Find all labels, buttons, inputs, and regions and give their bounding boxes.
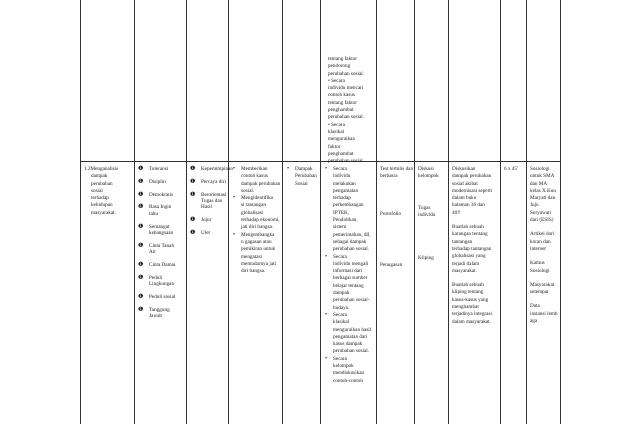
source-item-line: Data — [530, 303, 540, 310]
activity-item — [324, 254, 376, 312]
grid-line-v7 — [376, 0, 377, 424]
indicator-item — [232, 195, 282, 231]
assessment-example-line: Buatlah sebuah — [452, 224, 484, 231]
competency-first-line — [84, 166, 132, 173]
learning-sources-cell — [530, 166, 560, 332]
indicator-item-text: diri bangsa. — [241, 268, 266, 275]
indicator-item — [232, 232, 282, 276]
activity-line: contoh kasus — [328, 92, 355, 99]
source-item-line: Sosiologi — [530, 166, 550, 172]
activity-item-text: Secara — [333, 311, 347, 318]
competency-line: kehidupan — [91, 202, 113, 209]
character-value-item-text: Demokratis — [149, 191, 174, 198]
bullet-dot-icon: • — [325, 355, 328, 362]
activity-item-text: Secara — [333, 166, 347, 172]
bullet-dot-icon: • — [325, 166, 328, 172]
material-cell — [286, 166, 320, 188]
indicator-item — [232, 166, 282, 195]
entrepreneurship-item-text: Ulet — [201, 230, 210, 236]
grid-line-v3 — [186, 0, 187, 424]
character-value-item-text: Cinta Damai — [149, 262, 176, 268]
character-value-item — [138, 204, 184, 217]
indicator-item-text: sosial. — [241, 187, 255, 194]
activity-item-text: berbagai sumber — [333, 275, 368, 282]
source-item-line: untuk SMA — [530, 173, 555, 180]
assessment-example-line: terhadap tantangan — [452, 245, 492, 252]
activity-line: penghambat — [328, 150, 354, 157]
source-item — [530, 231, 560, 253]
source-item-line: dan MA — [530, 180, 548, 187]
character-value-item-text: Toleransi — [149, 166, 169, 172]
activity-line: klasikal — [328, 128, 345, 135]
activity-line: • Secara — [328, 77, 345, 84]
activity-item-text: pengamatan — [333, 187, 359, 194]
assessment-example — [452, 166, 500, 217]
assessment-form-line: Tugas — [418, 204, 431, 211]
character-value-item — [138, 166, 184, 172]
entrepreneurship-values-cell — [190, 166, 233, 243]
source-item-line: kelas X Kun — [530, 187, 556, 194]
activity-line: faktor — [328, 143, 341, 150]
activity-item-text: perubahan sosial- — [333, 297, 370, 304]
material-item-text: Sosial — [295, 180, 308, 187]
grid-line-v9 — [448, 0, 449, 424]
indicator-item-text: dampak perubahan — [241, 180, 281, 187]
activity-item-text: perubahan sosial. — [333, 348, 370, 355]
assessment-form-line: kelompok — [418, 173, 439, 180]
activity-line: tentang faktor — [328, 56, 357, 62]
bullet-icon: ❶ — [138, 294, 144, 300]
activity-item-text: terhadap — [333, 195, 351, 202]
character-value-item-text: Rasa Ingin — [149, 204, 172, 211]
character-value-item — [138, 275, 184, 288]
entrepreneurship-values-list — [190, 166, 233, 236]
activity-item-text: pengamatan dari — [333, 333, 368, 340]
activity-item-text: informasi dari — [333, 268, 363, 275]
assessment-example-line: dampak perubahan — [452, 173, 492, 180]
indicator-item-text: Mengidentifika — [241, 195, 273, 202]
bullet-icon: ❶ — [190, 166, 196, 172]
activity-item-text: Secara — [333, 355, 347, 362]
character-value-item-text: Tanggung — [149, 306, 170, 313]
indicator-item-text: n gagasan atau — [241, 238, 272, 245]
activities-list — [324, 166, 376, 385]
assessment-example-line: sosial akibat — [452, 180, 478, 187]
competency-cell — [84, 166, 132, 217]
grid-line-v11 — [526, 0, 527, 424]
character-values-list — [138, 166, 184, 320]
character-value-item-text: Cinta Tanah — [149, 242, 175, 249]
bullet-icon: ❶ — [138, 223, 144, 230]
character-value-item — [138, 294, 184, 300]
bullet-icon: ❶ — [138, 204, 144, 211]
bullet-dot-icon: • — [233, 195, 236, 202]
competency-line: Menganalisis — [90, 166, 119, 172]
grid-line-v10 — [500, 0, 501, 424]
activity-item — [324, 312, 376, 356]
activity-line: perubahan sosial. — [328, 114, 365, 121]
time-allocation-cell — [504, 166, 526, 173]
assessment-form-item — [418, 166, 448, 181]
activity-item-text: belajar tentang — [333, 282, 364, 289]
character-value-item-text: Semangat — [149, 223, 170, 230]
assessment-example-line: terjadinya integrasi — [452, 311, 492, 318]
source-item-line: Masyarakat — [530, 281, 555, 288]
entrepreneurship-item-text: Hasil — [201, 204, 212, 211]
bullet-icon: ❶ — [190, 230, 196, 236]
activity-item-text: perubahan sosial. — [333, 246, 370, 253]
activity-item-text: Pendidikan, — [333, 217, 358, 224]
activity-item-text: sebagai dampak — [333, 238, 367, 245]
activity-item-text: kasus dampak — [333, 341, 363, 348]
indicator-item-text: terhadap ekonomi, — [241, 217, 280, 224]
entrepreneurship-item-text: Tugas dan — [201, 198, 223, 204]
competency-line: terhadap — [91, 195, 109, 202]
indicators-cell — [232, 166, 282, 275]
source-item — [530, 166, 560, 224]
assessment-technique: Portofolio — [380, 210, 402, 217]
activity-line: perubahan sosial. — [328, 70, 365, 77]
indicators-list — [232, 166, 282, 275]
competency-line: sosial — [91, 187, 103, 194]
assessment-form-item — [418, 205, 448, 220]
assessment-example-line: kasus-kasus yang — [452, 296, 489, 303]
character-value-item — [138, 262, 184, 268]
character-value-item-text: Peduli sosial — [149, 294, 176, 300]
bullet-icon: ❶ — [138, 306, 144, 313]
assessment-example — [452, 282, 500, 326]
entrepreneurship-item — [190, 192, 228, 211]
indicator-item-text: Memberikan — [241, 166, 268, 172]
activity-line: individu mencari — [328, 85, 364, 92]
assessment-form-line: individu — [418, 211, 436, 218]
assessment-example-line: masyarakat. — [452, 267, 477, 274]
entrepreneurship-item-text: Percaya diri — [201, 178, 226, 185]
activities-cell — [324, 166, 376, 385]
source-item-line: dari (ESIS) — [530, 217, 554, 224]
activity-line: tentang faktor — [328, 99, 357, 106]
entrepreneurship-item — [190, 217, 228, 223]
character-value-item-text: kebangsaan — [149, 230, 174, 236]
activity-item-text: perkembangan — [333, 202, 364, 209]
character-value-item-text: Lingkungan — [149, 281, 175, 288]
activity-item-text: klasikal — [333, 319, 350, 326]
grid-line-v12 — [560, 0, 561, 424]
entrepreneurship-item — [190, 179, 228, 185]
bullet-dot-icon: • — [325, 311, 328, 318]
top-activity-cell — [328, 56, 376, 165]
bullet-dot-icon: • — [325, 253, 328, 260]
grid-line-v1 — [80, 0, 81, 424]
activity-item-text: mendiskusikan — [333, 370, 365, 377]
source-item-line: Kamus — [530, 260, 545, 267]
activity-item-text: pemerintahan, dll, — [333, 231, 371, 238]
assessment-example — [452, 224, 500, 275]
assessment-example-line: modernisasi seperti — [452, 187, 493, 194]
time-allocation: 6 x 45' — [504, 166, 518, 172]
indicator-item-text: globalisasi — [241, 209, 264, 216]
activity-item-text: individu mengali — [333, 260, 369, 267]
indicator-item-text: mengatasi — [241, 253, 263, 260]
material-item-text: Dampak — [295, 166, 313, 172]
material-item-text: Perubahan — [295, 173, 317, 180]
assessment-example-line: karangan tentang — [452, 231, 488, 238]
activity-item-text: Secara — [333, 253, 347, 260]
bullet-dot-icon: • — [233, 231, 236, 238]
character-value-item — [138, 179, 184, 185]
activity-line: perubahan sosial. — [328, 158, 365, 165]
indicator-item-text: pemikiran untuk — [241, 246, 276, 253]
assessment-form-cell — [418, 166, 448, 262]
grid-line-v8 — [414, 0, 415, 424]
source-item — [530, 282, 560, 297]
source-item-line: aga — [530, 318, 538, 325]
bullet-dot-icon: • — [287, 166, 290, 172]
material-item — [286, 166, 320, 188]
grid-line-v4 — [228, 0, 229, 424]
material-list — [286, 166, 320, 188]
assessment-form-line: Kliping — [418, 255, 434, 262]
assessment-example-cell — [452, 166, 500, 333]
activity-line: pendorong — [328, 63, 351, 70]
assessment-example-line: dalam masyarakat. — [452, 318, 491, 325]
competency-number: 1.2 — [84, 166, 91, 172]
bullet-icon: ❶ — [138, 191, 144, 198]
bullet-icon: ❶ — [190, 178, 196, 185]
character-value-item — [138, 224, 184, 237]
activity-item — [324, 356, 376, 385]
grid-line-v2 — [134, 0, 135, 424]
assessment-technique: Penugasan — [380, 261, 403, 268]
assessment-example-line: 40!! — [452, 209, 461, 216]
competency-line: masyarakat. — [91, 209, 116, 216]
entrepreneurship-item — [190, 166, 233, 172]
source-item-line: internet — [530, 245, 546, 252]
source-item-line: Sosiologi — [530, 267, 550, 274]
source-item — [530, 260, 560, 275]
activity-line: penghambat — [328, 107, 354, 114]
assessment-form-line: Diskusi — [418, 166, 434, 172]
activity-item-text: menguraikan hasil — [333, 326, 372, 333]
activity-item-text: sistem — [333, 224, 347, 231]
row-separator — [80, 161, 561, 162]
character-value-item — [138, 192, 184, 198]
character-value-item — [138, 243, 184, 256]
indicator-item-text: jati diri bangsa. — [241, 224, 274, 231]
source-item-line: koran dan — [530, 238, 551, 245]
source-item-line: instansi lemb — [530, 310, 558, 317]
activity-item-text: individu — [333, 173, 351, 180]
activity-line: menguraikan — [328, 136, 356, 143]
assessment-example-line: tantangan — [452, 238, 473, 245]
assessment-technique: Test tertulis dan berbasra — [380, 166, 414, 180]
competency-line: dampak — [91, 173, 108, 180]
assessment-example-line: menghambat — [452, 304, 479, 311]
assessment-example-line: kliping tentang — [452, 289, 484, 296]
assessment-example-line: globalisasi yang — [452, 253, 486, 260]
indicator-item-text: memudarnya jati — [241, 260, 277, 267]
indicator-item-text: si tantangan — [241, 202, 266, 209]
activity-item-text: melakukan — [333, 180, 356, 187]
activity-item-text: budaya. — [333, 304, 350, 311]
bullet-icon: ❶ — [138, 178, 144, 185]
bullet-icon: ❶ — [190, 217, 196, 224]
bullet-icon: ❶ — [138, 242, 144, 249]
assessment-example-list — [452, 166, 500, 326]
activity-line: • Secara — [328, 121, 345, 128]
source-item-line: setempat — [530, 289, 549, 296]
grid-line-v6 — [320, 0, 321, 424]
activity-item-text: contoh-contoh — [333, 377, 363, 384]
source-item-line: Juju — [530, 202, 539, 209]
character-values-cell — [138, 166, 184, 326]
character-value-item-text: tahu — [149, 210, 158, 217]
assessment-example-line: halaman 36 dan — [452, 202, 485, 209]
source-item — [530, 303, 560, 325]
bullet-icon: ❶ — [138, 274, 144, 281]
source-item-line: Suryawati — [530, 209, 552, 216]
activity-item — [324, 166, 376, 254]
indicator-item-text: contoh kasus — [241, 173, 268, 180]
character-value-item — [138, 307, 184, 320]
character-value-item-text: Disiplin — [149, 178, 166, 185]
bullet-icon: ❶ — [138, 262, 144, 268]
indicator-item-text: Mengembangka — [241, 231, 275, 238]
entrepreneurship-item-text: Kepemimpinan — [201, 166, 233, 172]
learning-sources-list — [530, 166, 560, 325]
character-value-item-text: Air — [149, 249, 156, 256]
activity-item-text: dampak — [333, 290, 350, 297]
bullet-icon: ❶ — [138, 166, 144, 172]
assessment-technique-cell — [380, 166, 414, 269]
assessment-example-line: Buatlah sebuah — [452, 282, 484, 289]
assessment-example-line: dalam buku — [452, 195, 477, 202]
activity-item-text: kelompok — [333, 363, 354, 370]
bullet-icon: ❶ — [190, 191, 196, 198]
source-item-line: Artikel dari — [530, 231, 555, 238]
entrepreneurship-item-text: Jujur — [201, 217, 212, 224]
assessment-example-line: terjadi dalam — [452, 260, 480, 267]
activity-item-text: IPTEK, — [333, 209, 349, 216]
source-item-line: Maryati dan — [530, 195, 556, 202]
entrepreneurship-item-text: Berorientasi — [201, 191, 227, 198]
assessment-example-line: Diskusikan — [452, 166, 476, 172]
character-value-item-text: Jawab — [149, 313, 162, 320]
competency-line: perubahan — [91, 180, 113, 187]
entrepreneurship-item — [190, 230, 228, 236]
grid-line-v5 — [282, 0, 283, 424]
bullet-dot-icon: • — [233, 166, 236, 172]
character-value-item-text: Peduli — [149, 274, 163, 281]
assessment-form-item — [418, 255, 448, 262]
